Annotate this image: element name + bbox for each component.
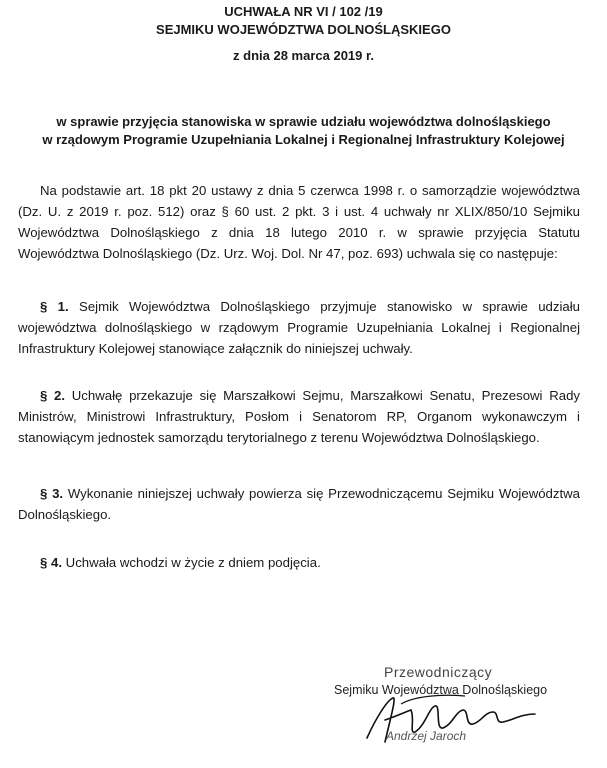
paragraph-1-mark: § 1. [40, 299, 69, 314]
subject-line-2: w rządowym Programie Uzupełniania Lokalnej i Regionalnej Infrastruktury Kolejowej [42, 132, 565, 147]
paragraph-2-mark: § 2. [40, 388, 66, 403]
resolution-number: UCHWAŁA NR VI / 102 /19 [224, 4, 383, 19]
issuing-body: SEJMIKU WOJEWÓDZTWA DOLNOŚLĄSKIEGO [156, 22, 451, 37]
resolution-date: z dnia 28 marca 2019 r. [233, 48, 374, 63]
paragraph-4-mark: § 4. [40, 555, 62, 570]
paragraph-3-mark: § 3. [40, 486, 64, 501]
paragraph-3-text: Wykonanie niniejszej uchwały powierza się Przewodniczącemu Sejmiku Województwa Dolnośląskiego. [18, 486, 581, 522]
paragraph-2-text: Uchwałę przekazuje się Marszałkowi Sejmu, Marszałkowi Senatu, Prezesowi Rady Ministrów, Ministrowi Infrastruktury, Posłom i Senatorom RP, Organom wykonawczym i stanowiącym jednostek samorządu terytorialnego z terenu Województwa Dolnośląskiego. [18, 388, 581, 445]
paragraph-3 [18, 483, 580, 525]
signatory-name: Andrzej Jaroch [386, 729, 467, 743]
subject-line-1: w sprawie przyjęcia stanowiska w sprawie udziału województwa dolnośląskiego [56, 114, 551, 129]
paragraph-4 [18, 552, 580, 573]
paragraph-1-text: Sejmik Województwa Dolnośląskiego przyjmuje stanowisko w sprawie udziału województwa dolnośląskiego w rządowym Programie Uzupełniania Lokalnej i Regionalnej Infrastruktury Kolejowej stanowiące załącznik do niniejszej uchwały. [18, 299, 580, 356]
signatory-body: Sejmiku Województwa Dolnośląskiego [334, 683, 548, 697]
signatory-title: Przewodniczący [384, 664, 493, 680]
paragraph-4-text: Uchwała wchodzi w życie z dniem podjęcia. [62, 555, 321, 570]
preamble: Na podstawie art. 18 pkt 20 ustawy z dnia 5 czerwca 1998 r. o samorządzie województwa (Dz. U. z 2019 r. poz. 512) oraz § 60 ust. 2 pkt. 3 i ust. 4 uchwały nr XLIX/850/10 Sejmiku Województwa Dolnośląskiego z dnia 18 lutego 2010 r. w sprawie przyjęcia Statutu Województwa Dolnośląskiego (Dz. Urz. Woj. Dol. Nr 47, poz. 693) uchwala się co następuje: [18, 183, 580, 261]
paragraph-2 [18, 385, 580, 448]
paragraph-1 [18, 296, 580, 359]
